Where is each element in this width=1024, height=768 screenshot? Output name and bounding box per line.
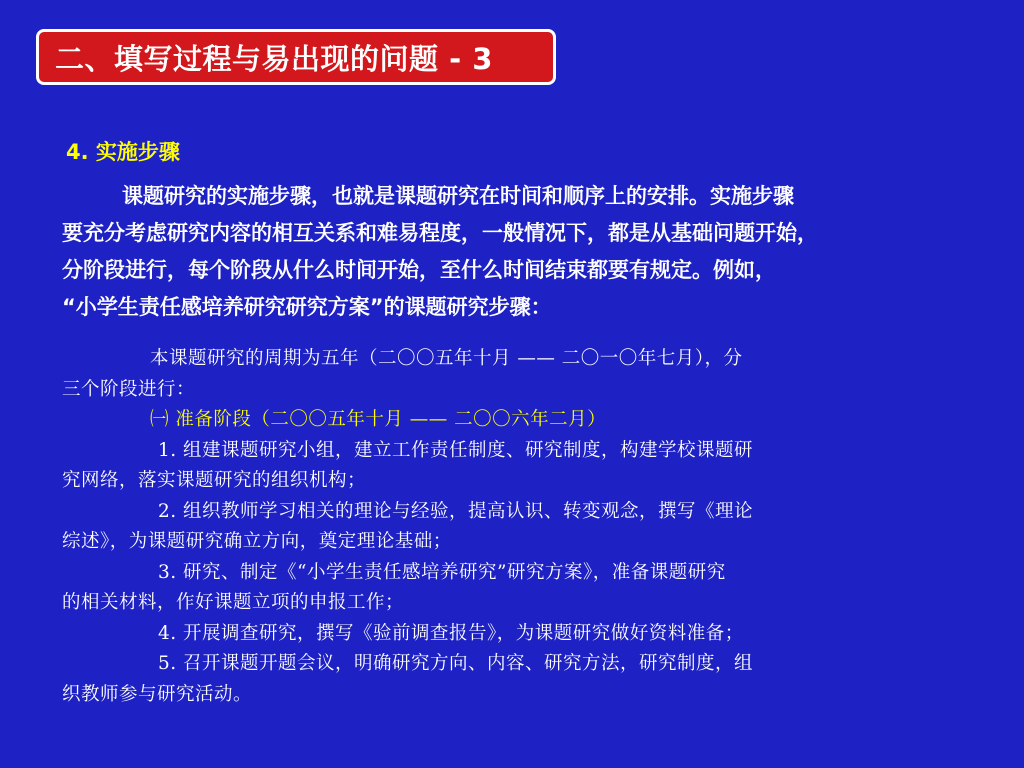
body-line: 5. 召开课题开题会议，明确研究方向、内容、研究方法，研究制度，组	[158, 653, 754, 674]
body-line: 三个阶段进行：	[62, 378, 196, 400]
body-line: 2. 组织教师学习相关的理论与经验，提高认识、转变观念，撰写《理论	[158, 500, 754, 522]
intro-paragraph	[62, 178, 992, 326]
example-text-block	[62, 344, 972, 710]
body-line: 4. 开展调查研究，撰写《验前调查报告》，为课题研究做好资料准备；	[158, 622, 744, 644]
body-line: 本课题研究的周期为五年（二〇〇五年十月 —— 二〇一〇年七月），分	[150, 348, 743, 369]
stage-heading: ㈠ 准备阶段（二〇〇五年十月 —— 二〇〇六年二月）	[150, 409, 607, 430]
body-line: 的相关材料，作好课题立项的申报工作；	[62, 592, 405, 613]
intro-line: 课题研究的实施步骤，也就是课题研究在时间和顺序上的安排。实施步骤	[122, 184, 794, 208]
body-line: 究网络，落实课题研究的组织机构；	[62, 470, 367, 491]
body-line: 1. 组建课题研究小组，建立工作责任制度、研究制度，构建学校课题研	[158, 439, 754, 461]
body-line: 3. 研究、制定《“小学生责任感培养研究”研究方案》，准备课题研究	[158, 561, 726, 583]
intro-line: 要充分考虑研究内容的相互关系和难易程度，一般情况下，都是从基础问题开始，	[62, 221, 818, 245]
slide-title: 二、填写过程与易出现的问题 - 3	[55, 41, 493, 76]
body-line: 综述》，为课题研究确立方向，奠定理论基础；	[62, 531, 452, 552]
title-banner	[36, 29, 556, 85]
intro-line: “小学生责任感培养研究研究方案”的课题研究步骤：	[62, 295, 552, 319]
intro-line: 分阶段进行，每个阶段从什么时间开始，至什么时间结束都要有规定。例如，	[62, 258, 776, 282]
body-line: 织教师参与研究活动。	[62, 683, 253, 705]
section-heading: 4. 实施步骤	[66, 140, 180, 164]
